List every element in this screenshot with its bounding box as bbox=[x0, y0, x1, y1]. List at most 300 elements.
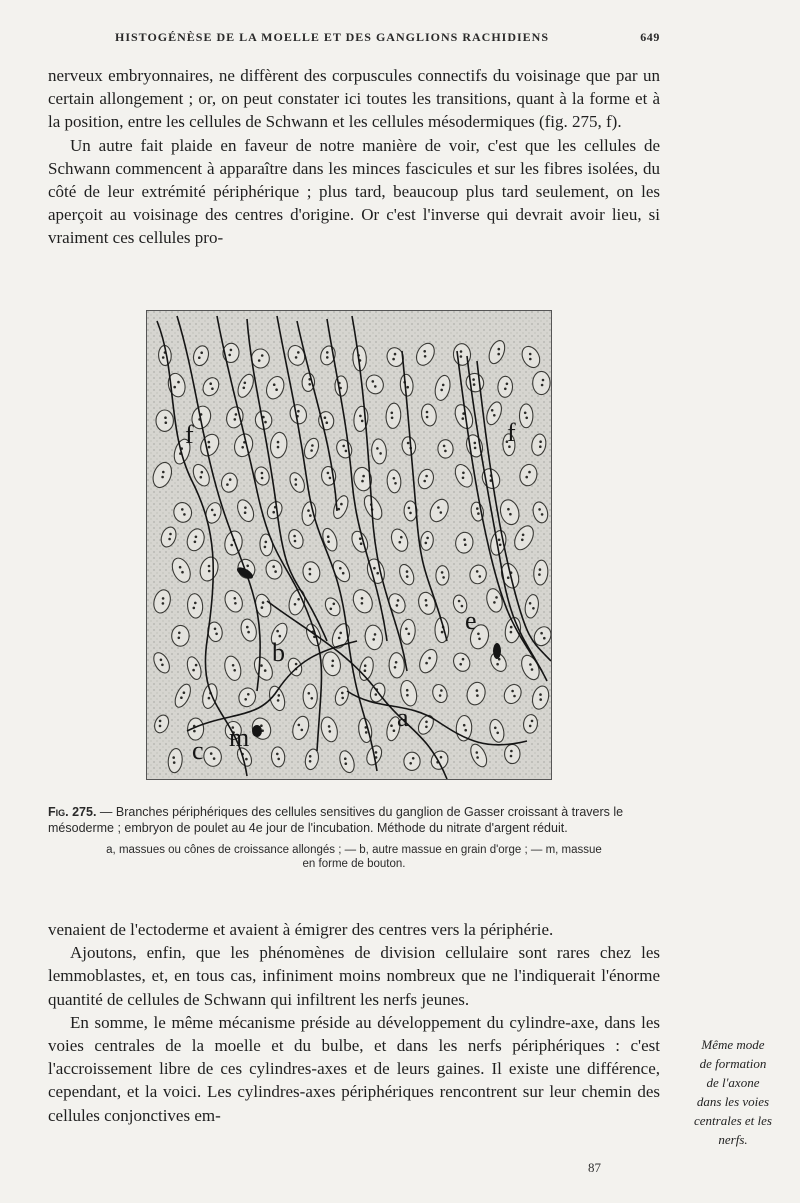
nucleolus bbox=[342, 572, 345, 575]
nucleolus bbox=[277, 699, 280, 702]
nucleolus bbox=[331, 665, 334, 668]
nucleolus bbox=[529, 663, 532, 666]
nucleolus bbox=[539, 445, 542, 448]
nucleolus bbox=[440, 389, 443, 392]
nucleolus bbox=[162, 602, 165, 605]
nucleolus bbox=[443, 445, 446, 448]
nucleolus bbox=[294, 540, 297, 543]
nucleolus bbox=[499, 544, 502, 547]
running-header bbox=[115, 30, 660, 45]
nucleolus bbox=[180, 696, 183, 699]
nucleolus bbox=[329, 730, 332, 733]
nucleolus bbox=[477, 633, 480, 636]
paragraph: En somme, le même mécanisme préside au développement du cylindre-axe, dans les voies centrales de la moelle et du bulbe, et dans les nerfs périphériques : c'est l'accroissement libre de ces cylindres-axes et de leurs gaines. Il existe une différence, cependant, et la voici. Les cylindres-axes périphériques rencontrent sur leur chemin des cellules conjonctives em- bbox=[48, 1012, 660, 1125]
nucleolus bbox=[406, 575, 409, 578]
nucleolus bbox=[278, 694, 281, 697]
nucleolus bbox=[181, 508, 184, 511]
nucleolus bbox=[201, 471, 204, 474]
nucleolus bbox=[208, 446, 211, 449]
nucleolus bbox=[405, 628, 408, 631]
nucleolus bbox=[477, 512, 480, 515]
nucleolus bbox=[365, 731, 368, 734]
nucleolus bbox=[344, 757, 347, 760]
nucleolus bbox=[426, 416, 429, 419]
nucleolus bbox=[295, 663, 298, 666]
nucleolus bbox=[192, 669, 195, 672]
nucleolus bbox=[395, 661, 398, 664]
nucleolus bbox=[462, 417, 465, 420]
figure-label-m: m bbox=[229, 723, 250, 752]
nucleolus bbox=[258, 359, 261, 362]
nucleolus bbox=[409, 762, 412, 765]
nucleolus bbox=[361, 420, 364, 423]
nucleolus bbox=[496, 663, 499, 666]
nucleolus bbox=[162, 471, 165, 474]
nucleolus bbox=[462, 477, 465, 480]
nucleolus bbox=[165, 421, 168, 424]
nucleolus bbox=[376, 447, 379, 450]
nucleolus bbox=[342, 445, 345, 448]
nucleolus bbox=[215, 633, 218, 636]
nucleolus bbox=[295, 483, 298, 486]
nucleolus bbox=[330, 608, 333, 611]
nucleolus bbox=[463, 724, 466, 727]
nucleolus bbox=[362, 475, 365, 478]
nucleolus bbox=[161, 664, 164, 667]
nucleolus bbox=[509, 513, 512, 516]
nucleolus bbox=[309, 573, 312, 576]
nucleolus bbox=[162, 597, 165, 600]
nucleolus bbox=[539, 440, 542, 443]
margin-note-line: Même mode bbox=[701, 1037, 765, 1052]
nucleolus bbox=[460, 350, 463, 353]
nucleolus bbox=[276, 630, 279, 633]
nucleolus bbox=[531, 668, 534, 671]
nucleolus bbox=[397, 599, 400, 602]
nucleolus bbox=[297, 351, 300, 354]
nucleolus bbox=[345, 450, 348, 453]
nucleolus bbox=[173, 386, 176, 389]
nucleolus bbox=[309, 755, 312, 758]
nucleolus bbox=[507, 508, 510, 511]
nucleolus bbox=[539, 693, 542, 696]
margin-note-line: dans les voies bbox=[696, 1094, 770, 1109]
cell-nucleus bbox=[303, 684, 317, 709]
nucleolus bbox=[409, 512, 412, 515]
nucleolus bbox=[474, 447, 477, 450]
nucleolus bbox=[244, 698, 247, 701]
nucleolus bbox=[178, 632, 181, 635]
nucleolus bbox=[425, 721, 428, 724]
nucleolus bbox=[211, 509, 214, 512]
cell-nucleus bbox=[505, 744, 520, 763]
nucleolus bbox=[234, 602, 237, 605]
nucleolus bbox=[542, 379, 545, 382]
nucleolus bbox=[444, 450, 447, 453]
nucleolus bbox=[441, 631, 444, 634]
nucleolus bbox=[311, 697, 314, 700]
nucleolus bbox=[329, 477, 332, 480]
nucleolus bbox=[522, 534, 525, 537]
nucleolus bbox=[169, 533, 172, 536]
nucleolus bbox=[210, 752, 213, 755]
nucleolus bbox=[260, 664, 263, 667]
nucleolus bbox=[261, 472, 264, 475]
nucleolus bbox=[338, 508, 341, 511]
nucleolus bbox=[442, 384, 445, 387]
nucleolus bbox=[159, 725, 162, 728]
margin-note-line: de l'axone bbox=[706, 1075, 760, 1090]
nucleolus bbox=[247, 631, 250, 634]
nucleolus bbox=[476, 689, 479, 692]
nucleolus bbox=[235, 413, 238, 416]
nucleolus bbox=[264, 669, 267, 672]
nucleolus bbox=[338, 637, 341, 640]
nucleolus bbox=[247, 693, 250, 696]
nucleolus bbox=[538, 573, 541, 576]
nucleolus bbox=[541, 384, 544, 387]
nucleolus bbox=[408, 633, 411, 636]
nucleolus bbox=[213, 514, 216, 517]
nucleolus bbox=[479, 575, 482, 578]
nucleolus bbox=[476, 570, 479, 573]
nucleolus bbox=[230, 544, 233, 547]
nucleolus bbox=[441, 571, 444, 574]
nucleolus bbox=[473, 383, 476, 386]
nucleolus bbox=[390, 724, 393, 727]
nucleolus bbox=[327, 535, 330, 538]
nucleolus bbox=[265, 541, 268, 544]
nucleolus bbox=[230, 349, 233, 352]
nucleolus bbox=[245, 758, 248, 761]
nucleolus bbox=[406, 570, 409, 573]
nucleolus bbox=[440, 511, 443, 514]
nucleolus bbox=[234, 418, 237, 421]
nucleolus bbox=[541, 513, 544, 516]
nucleolus bbox=[394, 482, 397, 485]
nucleolus bbox=[364, 669, 367, 672]
cell-nucleus bbox=[436, 566, 449, 586]
nucleolus bbox=[172, 756, 175, 759]
nucleolus bbox=[364, 664, 367, 667]
nucleolus bbox=[195, 536, 198, 539]
nucleolus bbox=[261, 354, 264, 357]
nucleolus bbox=[272, 565, 275, 568]
nucleolus bbox=[195, 664, 198, 667]
nucleolus bbox=[504, 388, 507, 391]
nucleolus bbox=[379, 452, 382, 455]
nucleolus bbox=[463, 538, 466, 541]
nucleolus bbox=[539, 568, 542, 571]
nucleolus bbox=[510, 755, 513, 758]
nucleolus bbox=[375, 693, 378, 696]
body-text-bottom bbox=[48, 918, 660, 1127]
nucleolus bbox=[208, 441, 211, 444]
nucleolus bbox=[476, 694, 479, 697]
nucleolus bbox=[326, 351, 329, 354]
cell-nucleus bbox=[498, 376, 513, 397]
nucleolus bbox=[277, 758, 280, 761]
nucleolus bbox=[272, 511, 275, 514]
nucleolus bbox=[510, 750, 513, 753]
nucleolus bbox=[228, 354, 231, 357]
margin-note-line: centrales et les bbox=[694, 1113, 772, 1128]
nucleolus bbox=[464, 729, 467, 732]
margin-note-line: de formation bbox=[699, 1056, 767, 1071]
nucleolus bbox=[178, 637, 181, 640]
nucleolus bbox=[181, 571, 184, 574]
nucleolus bbox=[244, 511, 247, 514]
nucleolus bbox=[426, 411, 429, 414]
nucleolus bbox=[162, 356, 165, 359]
cell-nucleus bbox=[156, 410, 173, 431]
nucleolus bbox=[491, 409, 494, 412]
paragraph: Un autre fait plaide en faveur de notre manière de voir, c'est que les cellules de Schwann commencent à apparaître dans les minces fascicules et sur les fibres isolées, du côté de leur extrémité périphérique ; plus tard, beaucoup plus tard seulement, on les aperçoit au voisinage des centres d'origine. Or c'est l'inverse qui devrait avoir lieu, si vraiment ces cellules pro- bbox=[48, 135, 660, 248]
nucleolus bbox=[193, 607, 196, 610]
nucleolus bbox=[246, 565, 249, 568]
nucleolus bbox=[183, 513, 186, 516]
nucleolus bbox=[394, 353, 397, 356]
nucleolus bbox=[510, 626, 513, 629]
nucleolus bbox=[440, 689, 443, 692]
nucleolus bbox=[396, 604, 399, 607]
nucleolus bbox=[529, 353, 532, 356]
nucleolus bbox=[275, 388, 278, 391]
nucleolus bbox=[498, 348, 501, 351]
paragraph: venaient de l'ectoderme et avaient à émigrer des centres vers la périphérie. bbox=[48, 920, 554, 939]
nucleolus bbox=[423, 350, 426, 353]
nucleolus bbox=[376, 572, 379, 575]
nucleolus bbox=[494, 727, 497, 730]
nucleolus bbox=[261, 606, 264, 609]
figure-label-f: f bbox=[185, 420, 194, 449]
nucleolus bbox=[200, 476, 203, 479]
nucleolus bbox=[309, 760, 312, 763]
nucleolus bbox=[439, 694, 442, 697]
nucleolus bbox=[308, 383, 311, 386]
nucleolus bbox=[425, 604, 428, 607]
nucleolus bbox=[274, 570, 277, 573]
figure-label-b: b bbox=[272, 638, 285, 667]
nucleolus bbox=[277, 441, 280, 444]
nucleolus bbox=[525, 476, 528, 479]
nucleolus bbox=[340, 503, 343, 506]
nucleolus bbox=[408, 507, 411, 510]
nucleolus bbox=[214, 628, 217, 631]
nucleolus bbox=[407, 442, 410, 445]
nucleolus bbox=[208, 570, 211, 573]
nucleolus bbox=[298, 724, 301, 727]
nucleolus bbox=[474, 442, 477, 445]
nucleolus bbox=[233, 669, 236, 672]
nucleolus bbox=[374, 385, 377, 388]
nucleolus bbox=[424, 355, 427, 358]
nucleolus bbox=[462, 658, 465, 661]
cell-nucleus bbox=[438, 439, 454, 458]
nucleolus bbox=[339, 567, 342, 570]
paragraph: Ajoutons, enfin, que les phénomènes de division cellulaire sont rares chez les lemmoblastes, et, en tous cas, infiniment moins nombreux que ne l'indiquerait l'énorme quantité de cellules de Schwann qui infiltrent les nerfs jeunes. bbox=[48, 943, 660, 1009]
nucleolus bbox=[498, 539, 501, 542]
nucleolus bbox=[373, 567, 376, 570]
nucleolus bbox=[213, 757, 216, 760]
margin-note-line: nerfs. bbox=[718, 1132, 748, 1147]
nucleolus bbox=[308, 692, 311, 695]
nucleolus bbox=[521, 539, 524, 542]
nucleolus bbox=[425, 475, 428, 478]
nucleolus bbox=[428, 657, 431, 660]
nucleolus bbox=[399, 541, 402, 544]
nucleolus bbox=[531, 720, 534, 723]
nucleolus bbox=[437, 506, 440, 509]
header-page-number: 649 bbox=[640, 30, 660, 44]
nucleolus bbox=[160, 659, 163, 662]
nucleolus bbox=[359, 537, 362, 540]
nucleolus bbox=[208, 697, 211, 700]
nucleolus bbox=[391, 417, 394, 420]
nucleolus bbox=[264, 546, 267, 549]
nucleolus bbox=[345, 762, 348, 765]
nucleolus bbox=[425, 542, 428, 545]
nucleolus bbox=[297, 598, 300, 601]
figure-illustration bbox=[147, 311, 551, 779]
legend-line: en forme de bouton. bbox=[302, 858, 406, 870]
nucleolus bbox=[327, 472, 330, 475]
nucleolus bbox=[297, 410, 300, 413]
nucleolus bbox=[511, 690, 514, 693]
nucleolus bbox=[277, 446, 280, 449]
caption-legend bbox=[48, 843, 660, 871]
nucleolus bbox=[361, 480, 364, 483]
nucleolus bbox=[538, 508, 541, 511]
cell-nucleus bbox=[533, 371, 550, 394]
nucleolus bbox=[495, 596, 498, 599]
nucleolus bbox=[440, 756, 443, 759]
nucleolus bbox=[394, 666, 397, 669]
figure-275 bbox=[146, 310, 552, 780]
nucleolus bbox=[200, 351, 203, 354]
nucleolus bbox=[464, 543, 467, 546]
nucleolus bbox=[341, 692, 344, 695]
nucleolus bbox=[529, 358, 532, 361]
nucleolus bbox=[525, 417, 528, 420]
nucleolus bbox=[462, 472, 465, 475]
nucleolus bbox=[183, 691, 186, 694]
nucleolus bbox=[164, 416, 167, 419]
nucleolus bbox=[472, 378, 475, 381]
figure-label-f2: f bbox=[507, 418, 516, 447]
nucleolus bbox=[294, 603, 297, 606]
nucleolus bbox=[393, 729, 396, 732]
running-title: HISTOGÉNÈSE DE LA MOELLE ET DES GANGLIONS RACHIDIENS bbox=[115, 30, 550, 44]
nucleolus bbox=[341, 697, 344, 700]
nucleolus bbox=[532, 607, 535, 610]
nucleolus bbox=[476, 507, 479, 510]
cell-nucleus bbox=[302, 373, 315, 392]
nucleolus bbox=[493, 414, 496, 417]
nucleolus bbox=[423, 480, 426, 483]
nucleolus bbox=[476, 756, 479, 759]
nucleolus bbox=[244, 382, 247, 385]
nucleolus bbox=[458, 600, 461, 603]
nucleolus bbox=[497, 353, 500, 356]
nucleolus bbox=[295, 478, 298, 481]
nucleolus bbox=[372, 638, 375, 641]
nucleolus bbox=[159, 720, 162, 723]
nucleolus bbox=[442, 576, 445, 579]
nucleolus bbox=[375, 751, 378, 754]
body-text-top bbox=[48, 64, 660, 250]
nucleolus bbox=[262, 601, 265, 604]
nucleolus bbox=[295, 356, 298, 359]
nucleolus bbox=[540, 632, 543, 635]
nucleolus bbox=[372, 380, 375, 383]
nucleolus bbox=[177, 381, 180, 384]
nucleolus bbox=[476, 751, 479, 754]
cell-nucleus bbox=[404, 752, 421, 770]
caption-text: — Branches périphériques des cellules sensitives du ganglion de Gasser croissant à travers le mésoderme ; embryon de poulet au 4e jour de l'incubation. Méthode du nitrate d'argent réduit. bbox=[48, 805, 624, 835]
nucleolus bbox=[179, 566, 182, 569]
nucleolus bbox=[194, 602, 197, 605]
nucleolus bbox=[168, 538, 171, 541]
nucleolus bbox=[507, 576, 510, 579]
nucleolus bbox=[273, 383, 276, 386]
nucleolus bbox=[400, 536, 403, 539]
nucleolus bbox=[264, 421, 267, 424]
nucleolus bbox=[361, 597, 364, 600]
nucleolus bbox=[307, 509, 310, 512]
nucleolus bbox=[293, 535, 296, 538]
nucleolus bbox=[374, 633, 377, 636]
nucleolus bbox=[301, 729, 304, 732]
figure-caption bbox=[48, 804, 660, 871]
nucleolus bbox=[324, 416, 327, 419]
nucleolus bbox=[211, 387, 214, 390]
cell-nucleus bbox=[172, 625, 190, 646]
nucleolus bbox=[493, 601, 496, 604]
cell-nucleus bbox=[520, 404, 533, 428]
nucleolus bbox=[328, 725, 331, 728]
nucleolus bbox=[360, 542, 363, 545]
nucleolus bbox=[359, 415, 362, 418]
nucleolus bbox=[459, 663, 462, 666]
cell-nucleus bbox=[251, 349, 270, 369]
nucleolus bbox=[234, 597, 237, 600]
signature-mark: 87 bbox=[588, 1160, 601, 1175]
nucleolus bbox=[229, 478, 232, 481]
nucleolus bbox=[391, 412, 394, 415]
nucleolus bbox=[406, 386, 409, 389]
nucleolus bbox=[311, 444, 314, 447]
nucleolus bbox=[161, 476, 164, 479]
nucleolus bbox=[326, 421, 329, 424]
nucleolus bbox=[506, 383, 509, 386]
nucleolus bbox=[425, 662, 428, 665]
nucleolus bbox=[524, 412, 527, 415]
nucleolus bbox=[244, 506, 247, 509]
margin-note bbox=[683, 1035, 783, 1149]
figure-label-a: a bbox=[397, 703, 409, 732]
nucleolus bbox=[243, 387, 246, 390]
nucleolus bbox=[393, 477, 396, 480]
paragraph: nerveux embryonnaires, ne diffèrent des corpuscules connectifs du voisinage que par un certain allongement ; or, on peut constater ici toutes les transitions, quant à la forme et à la position, entre les cellules de Schwann et les cellules mésodermiques (fig. 275, f). bbox=[48, 66, 660, 132]
nucleolus bbox=[460, 355, 463, 358]
nucleolus bbox=[260, 724, 263, 727]
nucleolus bbox=[426, 537, 429, 540]
nucleolus bbox=[241, 446, 244, 449]
nucleolus bbox=[425, 599, 428, 602]
nucleolus bbox=[361, 602, 364, 605]
nucleolus bbox=[198, 356, 201, 359]
